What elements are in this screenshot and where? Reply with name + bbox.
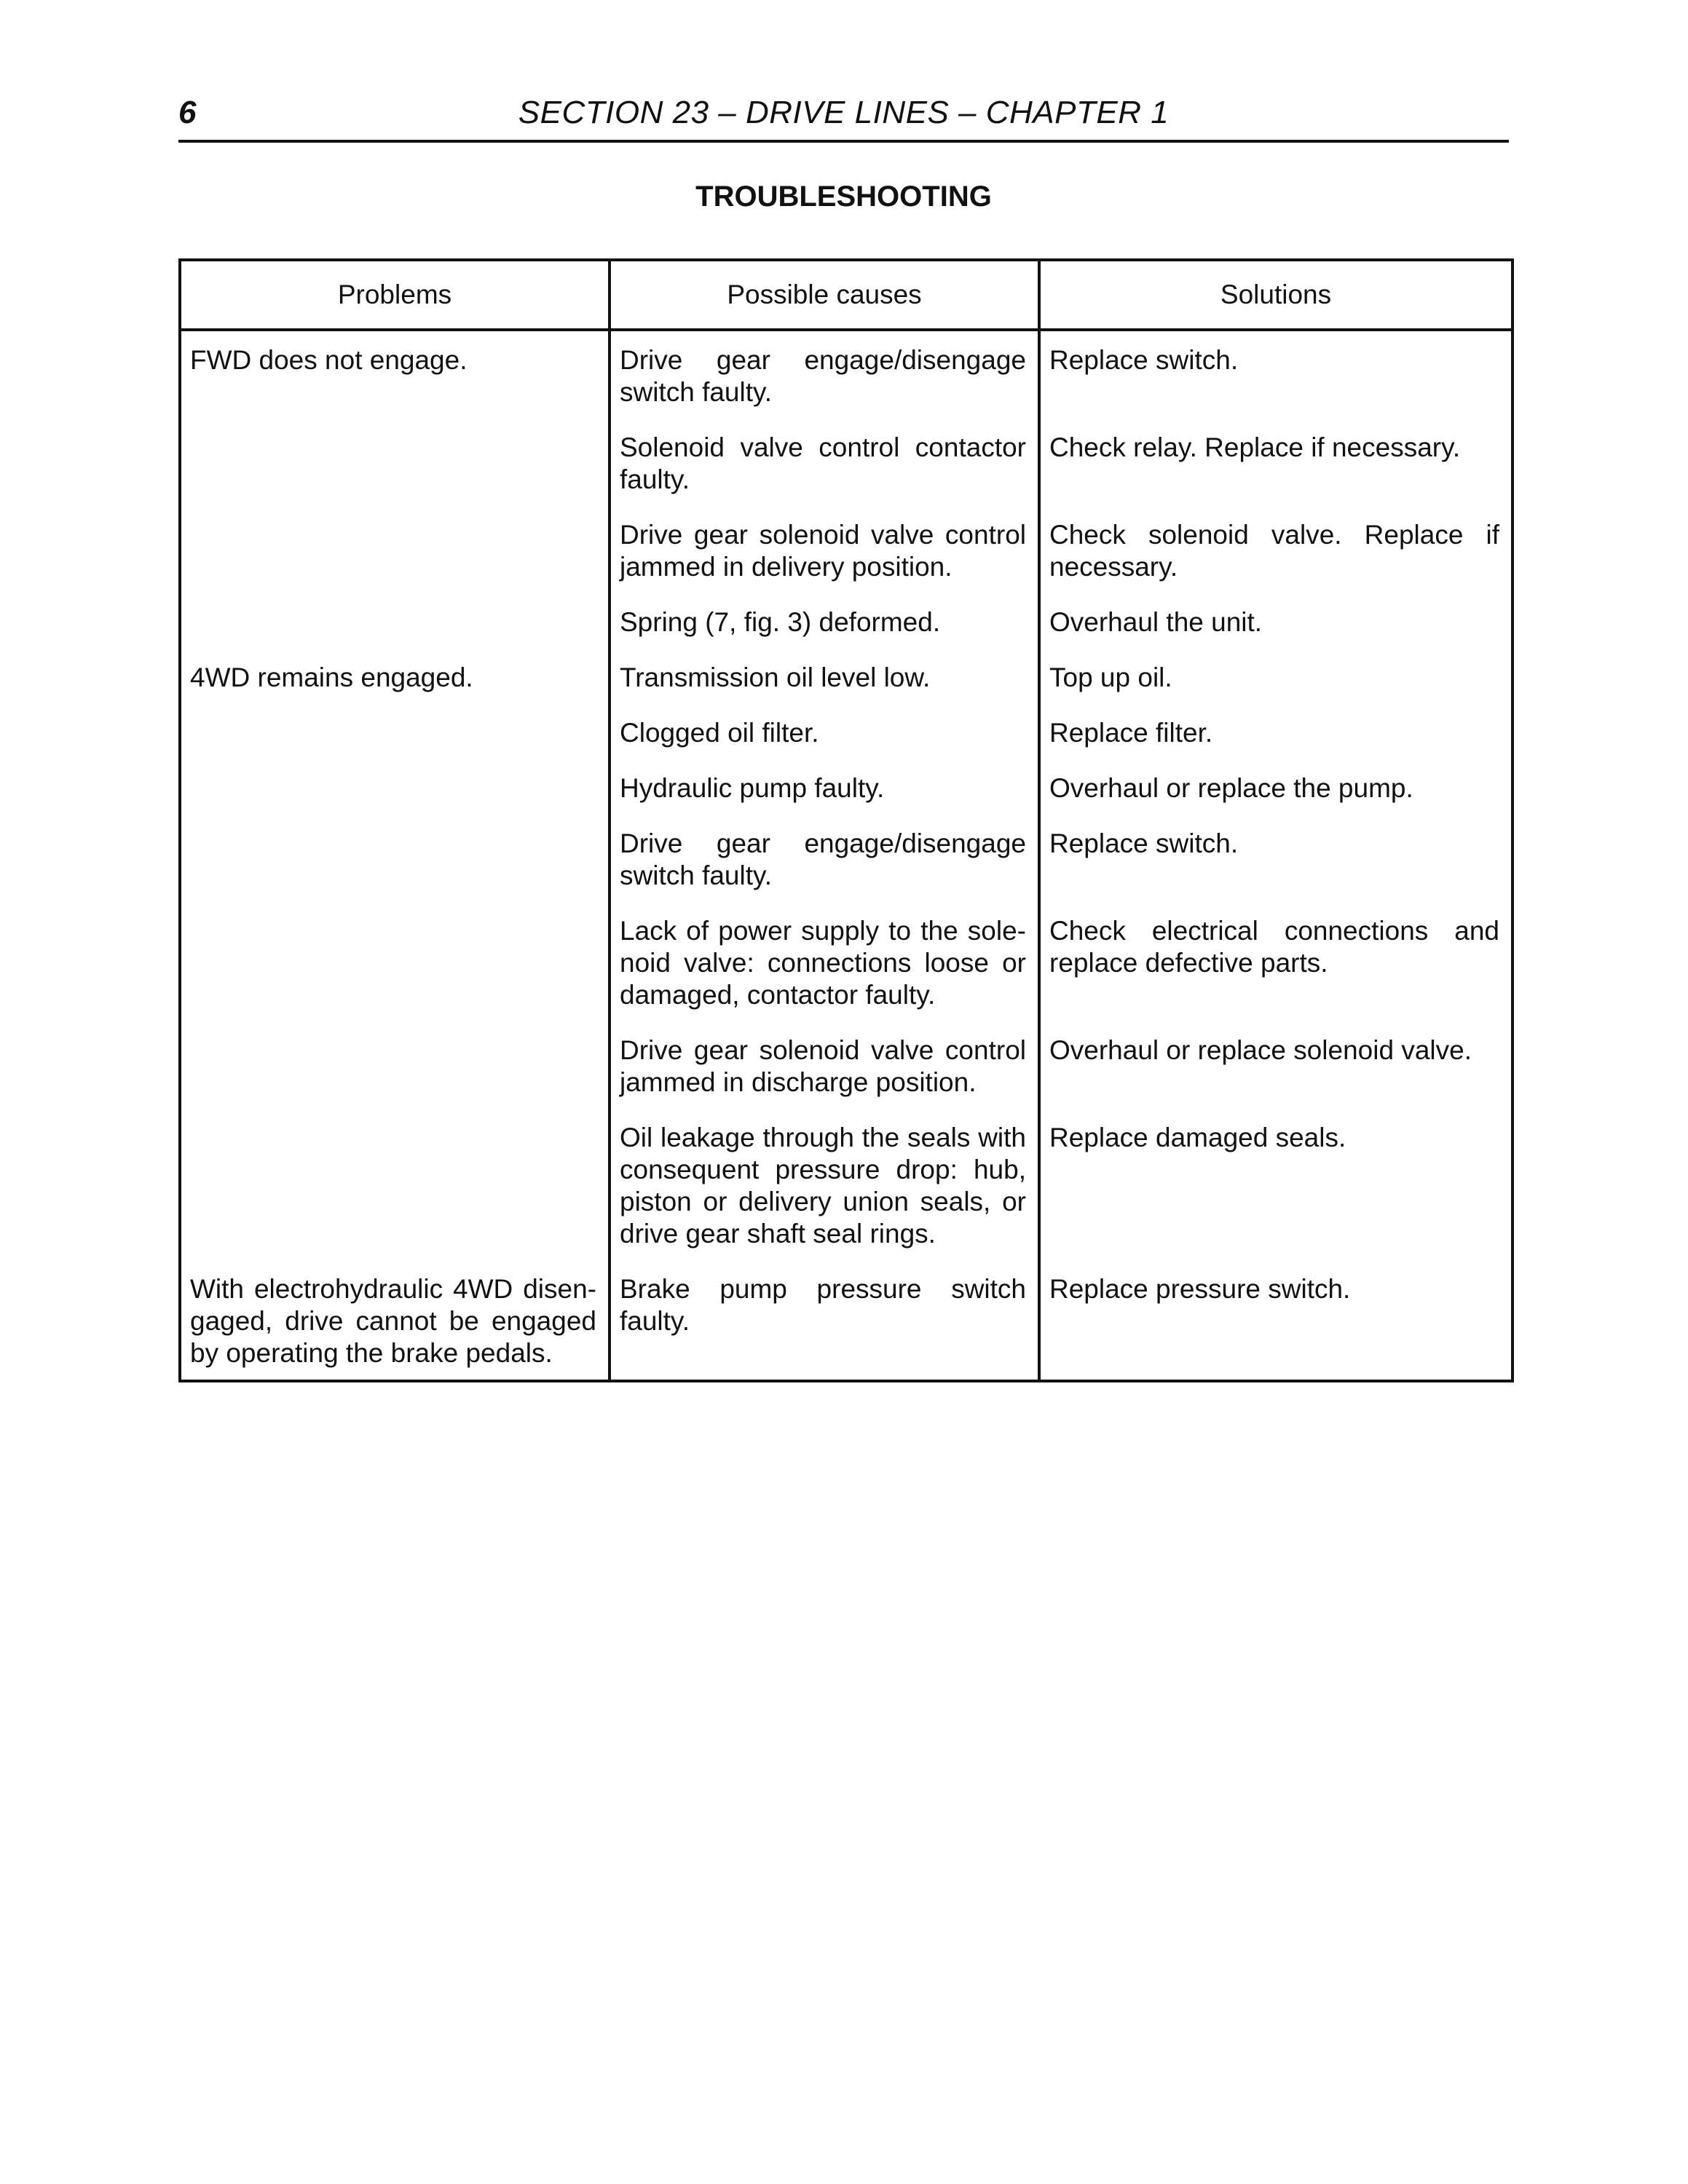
solution-cell: Overhaul or replace the pump.: [1039, 761, 1513, 816]
solution-cell: Replace pressure switch.: [1039, 1262, 1513, 1381]
solution-cell: Replace damaged seals.: [1039, 1110, 1513, 1262]
problem-cell: [180, 705, 610, 761]
column-header-problems: Problems: [180, 260, 610, 330]
table-row: [180, 816, 1513, 903]
table-row: [180, 1023, 1513, 1110]
cause-cell: Solenoid valve control contactor faulty.: [610, 420, 1039, 507]
cause-cell: Clogged oil filter.: [610, 705, 1039, 761]
problem-cell: [180, 761, 610, 816]
troubleshooting-table: [178, 258, 1514, 1382]
section-title: TROUBLESHOOTING: [695, 181, 992, 213]
page-header: [178, 87, 1509, 143]
solution-cell: Check relay. Replace if necessary.: [1039, 420, 1513, 507]
cause-cell: Drive gear engage/disengage switch faulty.: [610, 816, 1039, 903]
cause-cell: Hydraulic pump faulty.: [610, 761, 1039, 816]
solution-cell: Replace switch.: [1039, 330, 1513, 420]
solution-cell: Replace switch.: [1039, 816, 1513, 903]
column-header-causes: Possible causes: [610, 260, 1039, 330]
problem-cell: [180, 1023, 610, 1110]
table-row: [180, 1110, 1513, 1262]
running-title: SECTION 23 – DRIVE LINES – CHAPTER 1: [518, 95, 1170, 130]
problem-cell: [180, 903, 610, 1023]
page-number: 6: [178, 95, 197, 130]
solution-cell: Overhaul or replace solenoid valve.: [1039, 1023, 1513, 1110]
cause-cell: Drive gear solenoid valve control jammed in discharge position.: [610, 1023, 1039, 1110]
table-row: [180, 1262, 1513, 1381]
solution-cell: Top up oil.: [1039, 650, 1513, 705]
cause-cell: Oil leakage through the seals with consequent pressure drop: hub, piston or delivery union seals, or drive gear shaft seal rings.: [610, 1110, 1039, 1262]
problem-cell: [180, 816, 610, 903]
table-row: [180, 595, 1513, 650]
problem-cell: FWD does not engage.: [180, 330, 610, 420]
table-row: [180, 507, 1513, 595]
table-row: [180, 761, 1513, 816]
solution-cell: Replace filter.: [1039, 705, 1513, 761]
problem-cell: [180, 595, 610, 650]
problem-cell: With electrohydraulic 4WD disen-gaged, drive cannot be engaged by operating the brake pedals.: [180, 1262, 610, 1381]
table-row: [180, 420, 1513, 507]
cause-cell: Transmission oil level low.: [610, 650, 1039, 705]
cause-cell: Lack of power supply to the sole-noid valve: connections loose or damaged, contactor faulty.: [610, 903, 1039, 1023]
solution-cell: Overhaul the unit.: [1039, 595, 1513, 650]
problem-cell: 4WD remains engaged.: [180, 650, 610, 705]
table-header-row: [180, 260, 1513, 330]
table-row: [180, 903, 1513, 1023]
table-row: [180, 330, 1513, 420]
cause-cell: Brake pump pressure switch faulty.: [610, 1262, 1039, 1381]
problem-cell: [180, 507, 610, 595]
solution-cell: Check electrical connections and replace defective parts.: [1039, 903, 1513, 1023]
cause-cell: Spring (7, fig. 3) deformed.: [610, 595, 1039, 650]
cause-cell: Drive gear solenoid valve control jammed in delivery position.: [610, 507, 1039, 595]
problem-cell: [180, 420, 610, 507]
cause-cell: Drive gear engage/disengage switch faulty.: [610, 330, 1039, 420]
table-row: [180, 650, 1513, 705]
solution-cell: Check solenoid valve. Replace if necessary.: [1039, 507, 1513, 595]
column-header-solutions: Solutions: [1039, 260, 1513, 330]
table-row: [180, 705, 1513, 761]
problem-cell: [180, 1110, 610, 1262]
